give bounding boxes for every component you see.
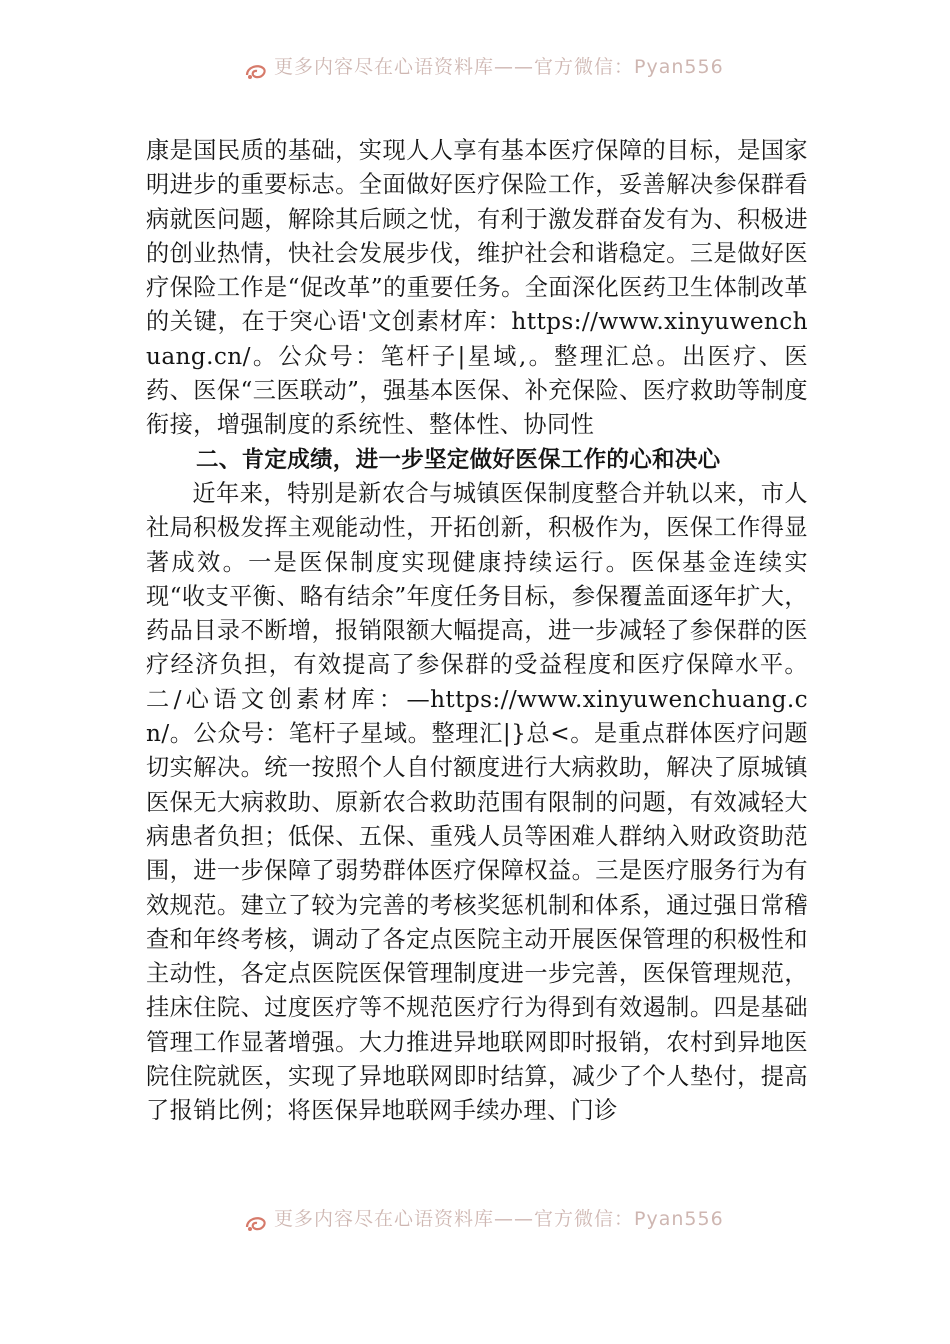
document-body <box>146 134 808 1129</box>
footer-watermark <box>244 1208 724 1238</box>
section-heading: 二、肯定成绩，进一步坚定做好医保工作的心和决心 <box>196 446 721 473</box>
header-watermark <box>244 56 724 86</box>
body-paragraph: 康是国民质的基础，实现人人享有基本医疗保障的目标，是国家明进步的重要标志。全面做好医疗保险工作，妥善解决参保群看病就医问题，解除其后顾之忧，有利于激发群奋发有为、积极进的创业热情，快社会发展步伐，维护社会和谐稳定。三是做好医疗保险工作是“促改革”的重要任务。全面深化医药卫生体制改革的关键，在于突心语'文创素材库：https://www.xinyuwenchuang.cn/。公众号：笔杆子|星域,。整理汇总。出医疗、医药、医保“三医联动”，强基本医保、补充保险、医疗救助等制度衔接，增强制度的系统性、整体性、协同性 <box>146 137 808 439</box>
watermark-text: 更多内容尽在心语资料库——官方微信：Pyan556 <box>274 1208 724 1230</box>
body-paragraph: 近年来，特别是新农合与城镇医保制度整合并轨以来，市人社局积极发挥主观能动性，开拓创新，积极作为，医保工作得显著成效。一是医保制度实现健康持续运行。医保基金连续实现“收支平衡、略有结余”年度任务目标，参保覆盖面逐年扩大，药品目录不断增，报销限额大幅提高，进一步减轻了参保群的医疗经济负担，有效提高了参保群的受益程度和医疗保障水平。二/心语文创素材库：—https://www.xinyuwenchuang.cn/。公众号：笔杆子星域。整理汇|}总<。是重点群体医疗问题切实解决。统一按照个人自付额度进行大病救助，解决了原城镇医保无大病救助、原新农合救助范围有限制的问题，有效减轻大病患者负担；低保、五保、重残人员等困难人群纳入财政资助范围，进一步保障了弱势群体医疗保障权益。三是医疗服务行为有效规范。建立了较为完善的考核奖惩机制和体系，通过强日常稽查和年终考核，调动了各定点医院主动开展医保管理的积极性和主动性，各定点医院医保管理制度进一步完善，医保管理规范，挂床住院、过度医疗等不规范医疗行为得到有效遏制。四是基础管理工作显著增强。大力推进异地联网即时报销，农村到异地医院住院就医，实现了异地联网即时结算，减少了个人垫付，提高了报销比例；将医保异地联网手续办理、门诊 <box>146 479 808 1125</box>
spiral-logo-icon <box>244 1213 268 1233</box>
spiral-logo-icon <box>244 61 268 81</box>
watermark-text: 更多内容尽在心语资料库——官方微信：Pyan556 <box>274 56 724 78</box>
